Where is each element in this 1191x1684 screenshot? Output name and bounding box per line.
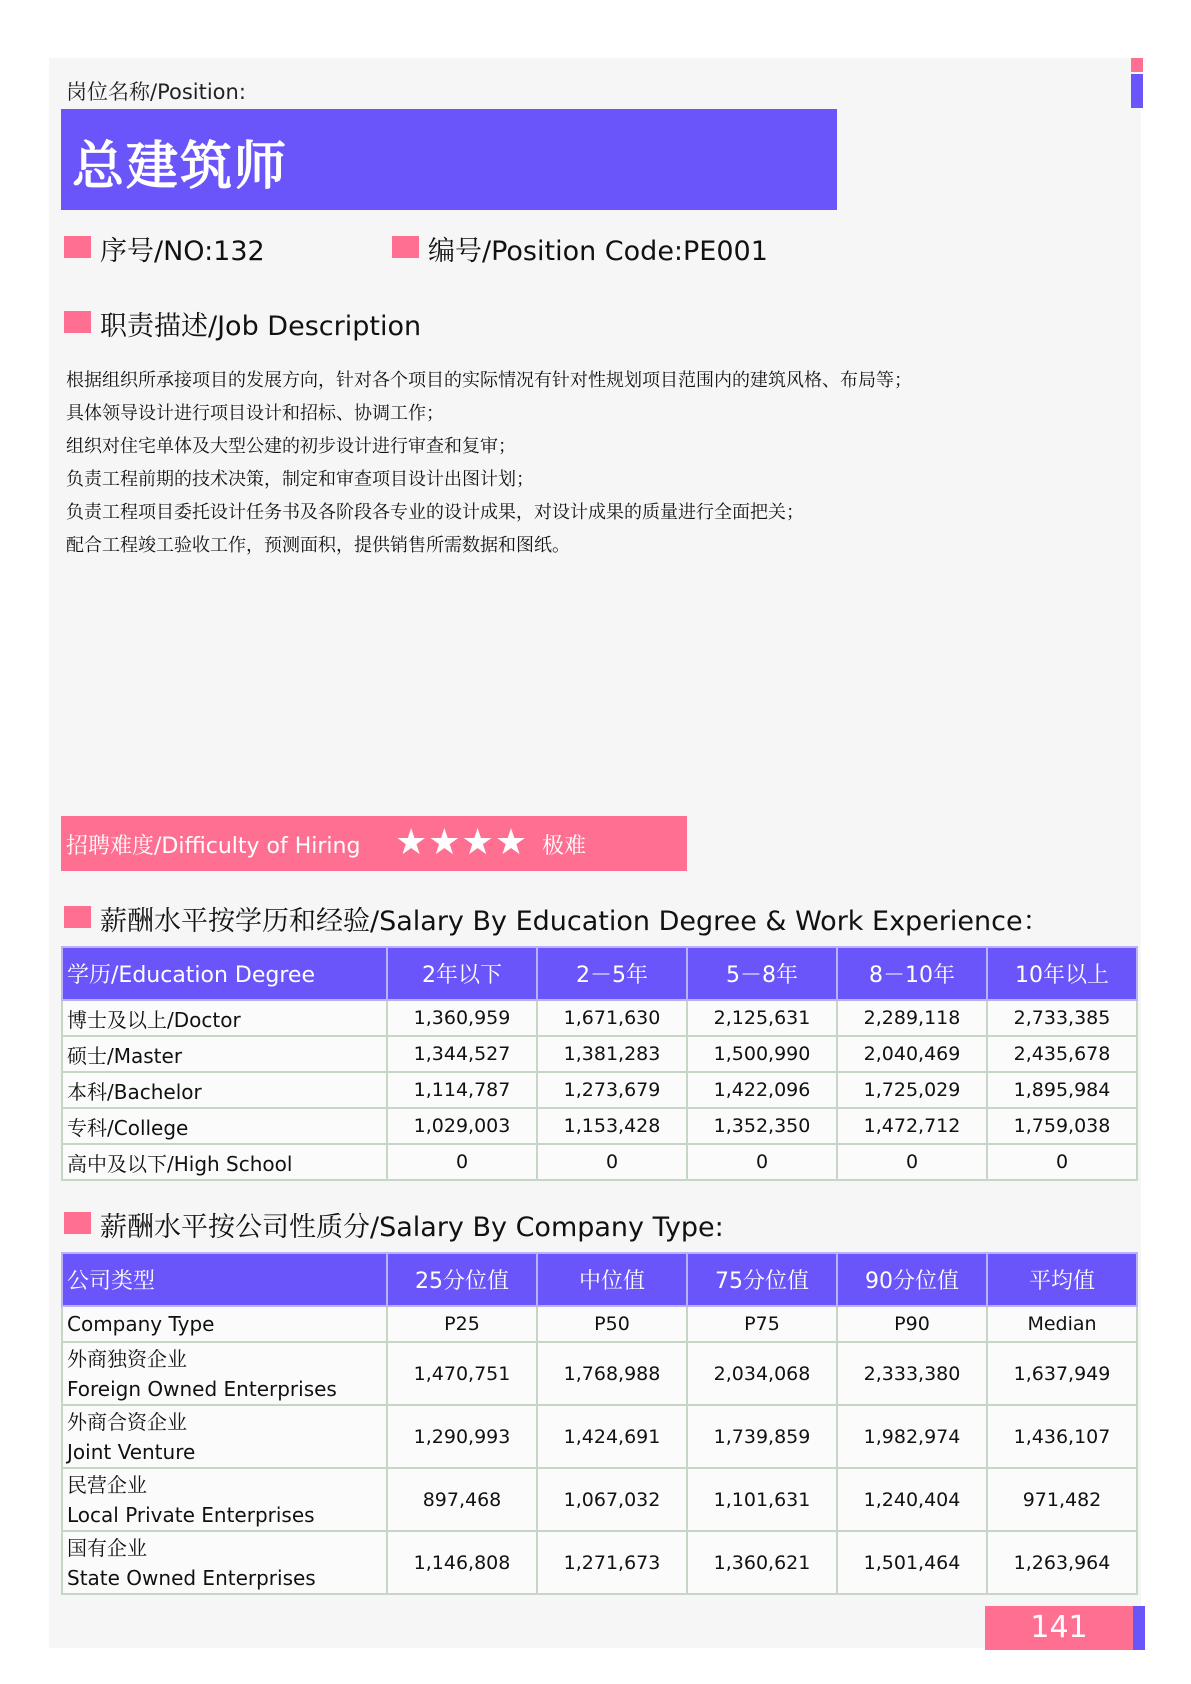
table-cell: 1,436,107 xyxy=(987,1405,1137,1468)
company-bullet-icon xyxy=(64,1212,91,1234)
table-cell: 1,422,096 xyxy=(687,1072,837,1108)
table-cell: 0 xyxy=(387,1144,537,1180)
subheader-cell: P90 xyxy=(837,1306,987,1342)
company-type-en: Joint Venture xyxy=(67,1439,196,1464)
position-code: 编号/Position Code:PE001 xyxy=(428,236,768,267)
table-cell: 897,468 xyxy=(387,1468,537,1531)
description-line: 组织对住宅单体及大型公建的初步设计进行审查和复审； xyxy=(66,436,516,457)
table-cell: 1,500,990 xyxy=(687,1036,837,1072)
row-label: 博士及以上/Doctor xyxy=(62,1000,387,1036)
table-cell: 0 xyxy=(537,1144,687,1180)
company-salary-table xyxy=(61,1252,1138,1595)
table-cell: 1,895,984 xyxy=(987,1072,1137,1108)
company-type-cell xyxy=(62,1531,387,1594)
position-label: 岗位名称/Position: xyxy=(66,80,246,104)
table-cell: 1,344,527 xyxy=(387,1036,537,1072)
description-heading: 职责描述/Job Description xyxy=(100,311,422,342)
table-row xyxy=(62,1000,1137,1036)
company-type-en: State Owned Enterprises xyxy=(67,1565,316,1590)
table-cell: 1,029,003 xyxy=(387,1108,537,1144)
table-cell: 1,263,964 xyxy=(987,1531,1137,1594)
education-bullet-icon xyxy=(64,906,91,928)
subheader-cell: P25 xyxy=(387,1306,537,1342)
table-cell: 1,273,679 xyxy=(537,1072,687,1108)
star-rating-icon: ★★★★ xyxy=(395,822,529,863)
company-type-en: Foreign Owned Enterprises xyxy=(67,1376,337,1401)
table-cell: 1,067,032 xyxy=(537,1468,687,1531)
table-cell: 1,759,038 xyxy=(987,1108,1137,1144)
company-type-cn: 国有企业 xyxy=(67,1535,147,1560)
subheader-cell: Company Type xyxy=(62,1306,387,1342)
description-bullet-icon xyxy=(64,311,91,333)
row-label: 本科/Bachelor xyxy=(62,1072,387,1108)
description-line: 具体领导设计进行项目设计和招标、协调工作； xyxy=(66,403,444,424)
subheader-cell: Median xyxy=(987,1306,1137,1342)
page-number: 141 xyxy=(1030,1610,1088,1645)
description-line: 负责工程前期的技术决策，制定和审查项目设计出图计划； xyxy=(66,469,534,490)
company-type-cell xyxy=(62,1405,387,1468)
column-header: 10年以上 xyxy=(987,947,1137,1000)
table-cell: 1,472,712 xyxy=(837,1108,987,1144)
row-label: 硕士/Master xyxy=(62,1036,387,1072)
table-subheader-row xyxy=(62,1306,1137,1342)
table-row xyxy=(62,1342,1137,1405)
table-cell: 1,153,428 xyxy=(537,1108,687,1144)
code-bullet-icon xyxy=(392,236,419,258)
column-header: 25分位值 xyxy=(387,1253,537,1306)
table-cell: 1,768,988 xyxy=(537,1342,687,1405)
difficulty-level: 极难 xyxy=(542,834,587,859)
description-line: 根据组织所承接项目的发展方向，针对各个项目的实际情况有针对性规划项目范围内的建筑风格、布局等； xyxy=(66,370,912,391)
company-type-en: Local Private Enterprises xyxy=(67,1502,315,1527)
position-title: 总建筑师 xyxy=(72,137,289,197)
table-cell: 1,290,993 xyxy=(387,1405,537,1468)
table-cell: 2,333,380 xyxy=(837,1342,987,1405)
table-cell: 1,146,808 xyxy=(387,1531,537,1594)
table-cell: 2,040,469 xyxy=(837,1036,987,1072)
corner-violet-tab xyxy=(1131,74,1143,108)
table-row xyxy=(62,1036,1137,1072)
corner-pink-tab xyxy=(1131,58,1143,72)
table-row xyxy=(62,1468,1137,1531)
column-header: 8－10年 xyxy=(837,947,987,1000)
subheader-cell: P50 xyxy=(537,1306,687,1342)
page-number-accent xyxy=(1133,1606,1145,1650)
column-header: 5－8年 xyxy=(687,947,837,1000)
no-bullet-icon xyxy=(64,236,91,258)
job-description xyxy=(66,364,1066,562)
table-cell: 971,482 xyxy=(987,1468,1137,1531)
subheader-cell: P75 xyxy=(687,1306,837,1342)
table-cell: 1,381,283 xyxy=(537,1036,687,1072)
column-header: 平均值 xyxy=(987,1253,1137,1306)
table-cell: 2,733,385 xyxy=(987,1000,1137,1036)
table-cell: 1,360,621 xyxy=(687,1531,837,1594)
table-cell: 0 xyxy=(837,1144,987,1180)
education-heading: 薪酬水平按学历和经验/Salary By Education Degree & Work Experience： xyxy=(100,906,1050,937)
table-cell: 0 xyxy=(687,1144,837,1180)
column-header: 2年以下 xyxy=(387,947,537,1000)
company-heading: 薪酬水平按公司性质分/Salary By Company Type: xyxy=(100,1212,724,1243)
company-type-cell xyxy=(62,1468,387,1531)
table-cell: 1,360,959 xyxy=(387,1000,537,1036)
column-header: 90分位值 xyxy=(837,1253,987,1306)
description-line: 配合工程竣工验收工作，预测面积，提供销售所需数据和图纸。 xyxy=(66,535,570,556)
table-cell: 1,725,029 xyxy=(837,1072,987,1108)
company-type-cn: 外商合资企业 xyxy=(67,1409,187,1434)
table-cell: 1,101,631 xyxy=(687,1468,837,1531)
table-cell: 1,982,974 xyxy=(837,1405,987,1468)
table-cell: 1,637,949 xyxy=(987,1342,1137,1405)
education-salary-table xyxy=(61,946,1138,1181)
table-cell: 1,671,630 xyxy=(537,1000,687,1036)
table-cell: 1,501,464 xyxy=(837,1531,987,1594)
table-cell: 2,034,068 xyxy=(687,1342,837,1405)
table-cell: 0 xyxy=(987,1144,1137,1180)
description-line: 负责工程项目委托设计任务书及各阶段各专业的设计成果，对设计成果的质量进行全面把关； xyxy=(66,502,804,523)
table-row xyxy=(62,1072,1137,1108)
column-header: 中位值 xyxy=(537,1253,687,1306)
table-cell: 1,424,691 xyxy=(537,1405,687,1468)
table-row xyxy=(62,1531,1137,1594)
table-row xyxy=(62,1108,1137,1144)
position-number: 序号/NO:132 xyxy=(100,236,265,267)
table-cell: 1,271,673 xyxy=(537,1531,687,1594)
table-cell: 1,352,350 xyxy=(687,1108,837,1144)
company-type-cn: 外商独资企业 xyxy=(67,1346,187,1371)
difficulty-label: 招聘难度/Difficulty of Hiring xyxy=(66,834,361,859)
table-cell: 2,289,118 xyxy=(837,1000,987,1036)
table-cell: 1,114,787 xyxy=(387,1072,537,1108)
row-label: 高中及以下/High School xyxy=(62,1144,387,1180)
table-cell: 2,125,631 xyxy=(687,1000,837,1036)
table-row xyxy=(62,1405,1137,1468)
column-header: 2－5年 xyxy=(537,947,687,1000)
company-type-cn: 民营企业 xyxy=(67,1472,147,1497)
row-label: 专科/College xyxy=(62,1108,387,1144)
table-cell: 2,435,678 xyxy=(987,1036,1137,1072)
table-cell: 1,240,404 xyxy=(837,1468,987,1531)
company-type-cell xyxy=(62,1342,387,1405)
column-header: 公司类型 xyxy=(62,1253,387,1306)
table-row xyxy=(62,1144,1137,1180)
column-header: 75分位值 xyxy=(687,1253,837,1306)
table-cell: 1,470,751 xyxy=(387,1342,537,1405)
column-header: 学历/Education Degree xyxy=(62,947,387,1000)
table-cell: 1,739,859 xyxy=(687,1405,837,1468)
table-header-row xyxy=(62,947,1137,1000)
table-header-row xyxy=(62,1253,1137,1306)
